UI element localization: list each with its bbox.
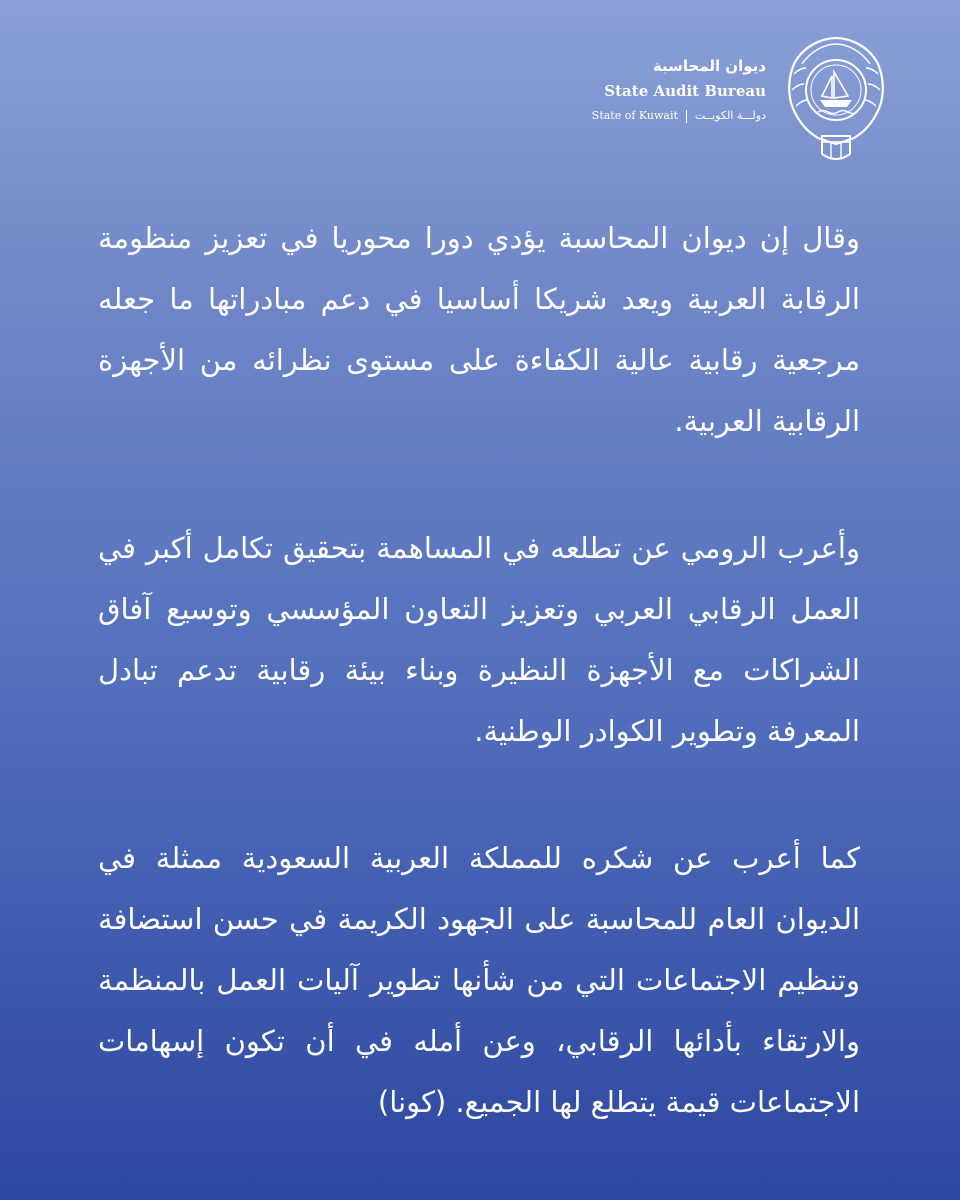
header	[592, 34, 888, 170]
paragraph-1: وقال إن ديوان المحاسبة يؤدي دورا محوريا في تعزيز منظومة الرقابة العربية ويعد شريكا أساسيا في دعم مبادراتها ما جعله مرجعية رقابية عالية الكفاءة على مستوى نظرائه من الأجهزة الرقابية العربية.	[98, 221, 860, 438]
state-name-arabic: دولـــة الكويــت	[694, 109, 766, 122]
kuwait-emblem-icon	[784, 34, 888, 170]
paragraph-3: كما أعرب عن شكره للمملكة العربية السعودية ممثلة في الديوان العام للمحاسبة على الجهود الكريمة في حسن استضافة وتنظيم الاجتماعات التي من شأنها تطوير آليات العمل بالمنظمة والارتقاء بأدائها الرقابي، وعن أمله في أن تكون إسهامات الاجتماعات قيمة يتطلع لها الجميع. (كونا)	[98, 841, 860, 1119]
paragraph-2: وأعرب الرومي عن تطلعه في المساهمة بتحقيق تكامل أكبر في العمل الرقابي العربي وتعزيز التعاون المؤسسي وتوسيع آفاق الشراكات مع الأجهزة النظيرة وبناء بيئة رقابية تدعم تبادل المعرفة وتطوير الكوادر الوطنية.	[98, 531, 860, 748]
brand-block	[592, 34, 766, 124]
state-name-english: State of Kuwait	[591, 109, 678, 122]
org-name-english: State Audit Bureau	[604, 82, 766, 100]
org-name-arabic: ديوان المحاسبة	[652, 57, 766, 75]
article-body	[98, 208, 860, 1133]
divider	[686, 110, 687, 123]
state-line	[592, 108, 766, 124]
